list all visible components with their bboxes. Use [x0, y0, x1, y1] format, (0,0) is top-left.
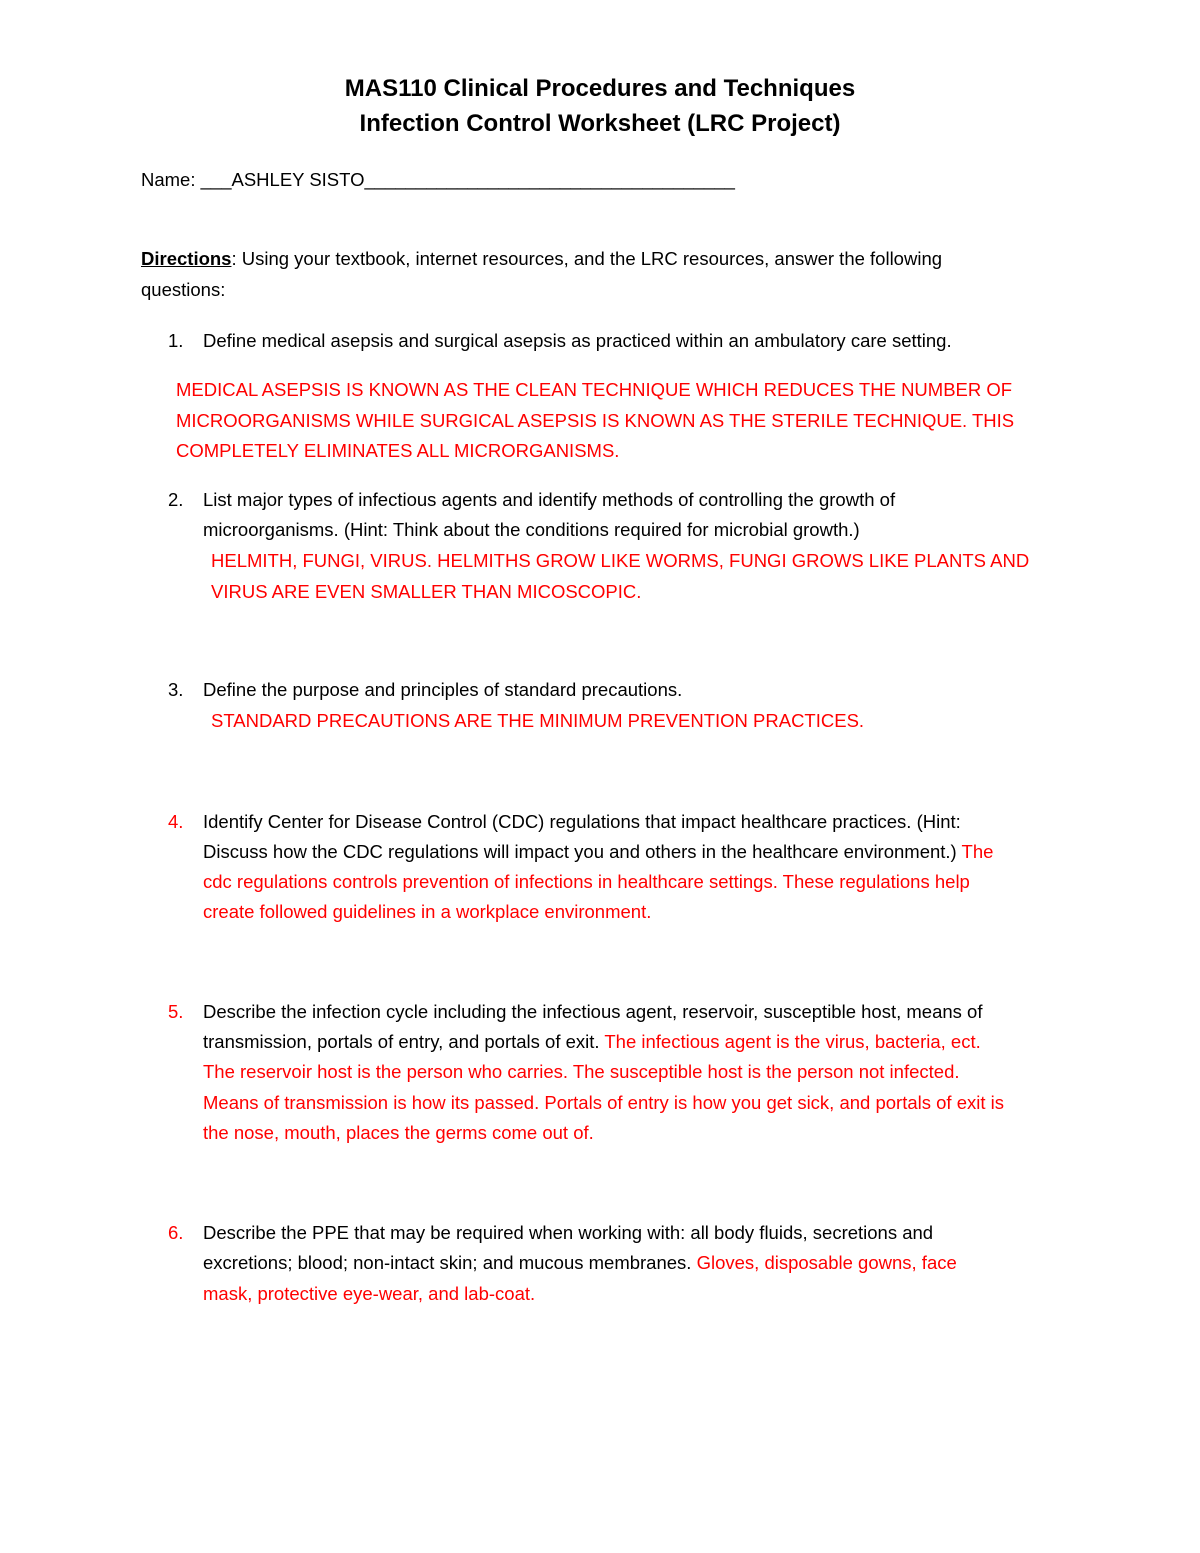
answer-1-line-2: MICROORGANISMS WHILE SURGICAL ASEPSIS IS KNOWN AS THE STERILE TECHNIQUE. THIS	[176, 410, 1015, 431]
answer-3-line-1: STANDARD PRECAUTIONS ARE THE MINIMUM PREVENTION PRACTICES.	[211, 710, 865, 731]
answer-4-inline: The	[956, 841, 994, 862]
question-2-text-2: microorganisms. (Hint: Think about the conditions required for microbial growth.)	[203, 519, 860, 540]
name-value: ___ASHLEY SISTO____________________________________	[200, 169, 735, 190]
answer-5-line-3: the nose, mouth, places the germs come out of.	[203, 1122, 594, 1143]
answer-5-line-1: The reservoir host is the person who carries. The susceptible host is the person not infected.	[203, 1061, 960, 1082]
question-6-text-1: Describe the PPE that may be required when working with: all body fluids, secretions and	[203, 1222, 934, 1243]
course-title: MAS110 Clinical Procedures and Techniques	[344, 75, 856, 102]
answer-2-line-1: HELMITH, FUNGI, VIRUS. HELMITHS GROW LIKE WORMS, FUNGI GROWS LIKE PLANTS AND	[211, 550, 1030, 571]
question-4-text-1: Identify Center for Disease Control (CDC) regulations that impact healthcare practices. (Hint:	[203, 811, 961, 832]
question-6-text-2-question: excretions; blood; non-intact skin; and mucous membranes.	[203, 1252, 692, 1273]
answer-2-line-2: VIRUS ARE EVEN SMALLER THAN MICOSCOPIC.	[211, 581, 642, 602]
question-5-number: 5.	[168, 1001, 184, 1022]
question-3-number: 3.	[168, 679, 184, 700]
directions-label: Directions	[141, 248, 232, 269]
answer-4-line-2: create followed guidelines in a workplace environment.	[203, 901, 652, 922]
question-1-text: Define medical asepsis and surgical asepsis as practiced within an ambulatory care setting.	[203, 330, 952, 351]
worksheet-title: Infection Control Worksheet (LRC Project)	[359, 110, 841, 137]
question-4-number: 4.	[168, 811, 184, 832]
question-6-number: 6.	[168, 1222, 184, 1243]
question-3-text: Define the purpose and principles of standard precautions.	[203, 679, 683, 700]
answer-6-inline: Gloves, disposable gowns, face	[691, 1252, 957, 1273]
directions-text-2: questions:	[141, 279, 226, 300]
question-1-number: 1.	[168, 330, 184, 351]
answer-6-line-1: mask, protective eye-wear, and lab-coat.	[203, 1283, 536, 1304]
name-line	[141, 168, 735, 192]
question-2-text-1: List major types of infectious agents and identify methods of controlling the growth of	[203, 489, 896, 510]
directions-colon: :	[231, 248, 237, 269]
answer-5-inline: The infectious agent is the virus, bacteria, ect.	[599, 1031, 981, 1052]
question-4-text-2-question: Discuss how the CDC regulations will impact you and others in the healthcare environment.)	[203, 841, 957, 862]
question-5-text-2	[203, 1030, 981, 1054]
question-6-text-2	[203, 1251, 957, 1275]
answer-1-line-3: COMPLETELY ELIMINATES ALL MICRORGANISMS.	[176, 440, 620, 461]
question-4-text-2	[203, 840, 993, 864]
question-2-number: 2.	[168, 489, 184, 510]
answer-5-line-2: Means of transmission is how its passed. Portals of entry is how you get sick, and portals of exit is	[203, 1092, 1004, 1113]
name-label: Name:	[141, 169, 196, 190]
directions-text-1: Using your textbook, internet resources, and the LRC resources, answer the following	[236, 248, 943, 269]
question-5-text-1: Describe the infection cycle including the infectious agent, reservoir, susceptible host, means of	[203, 1001, 983, 1022]
answer-1-line-1: MEDICAL ASEPSIS IS KNOWN AS THE CLEAN TECHNIQUE WHICH REDUCES THE NUMBER OF	[176, 379, 1013, 400]
answer-4-line-1: cdc regulations controls prevention of infections in healthcare settings. These regulations help	[203, 871, 970, 892]
question-5-text-2-question: transmission, portals of entry, and portals of exit.	[203, 1031, 600, 1052]
directions	[141, 247, 942, 271]
